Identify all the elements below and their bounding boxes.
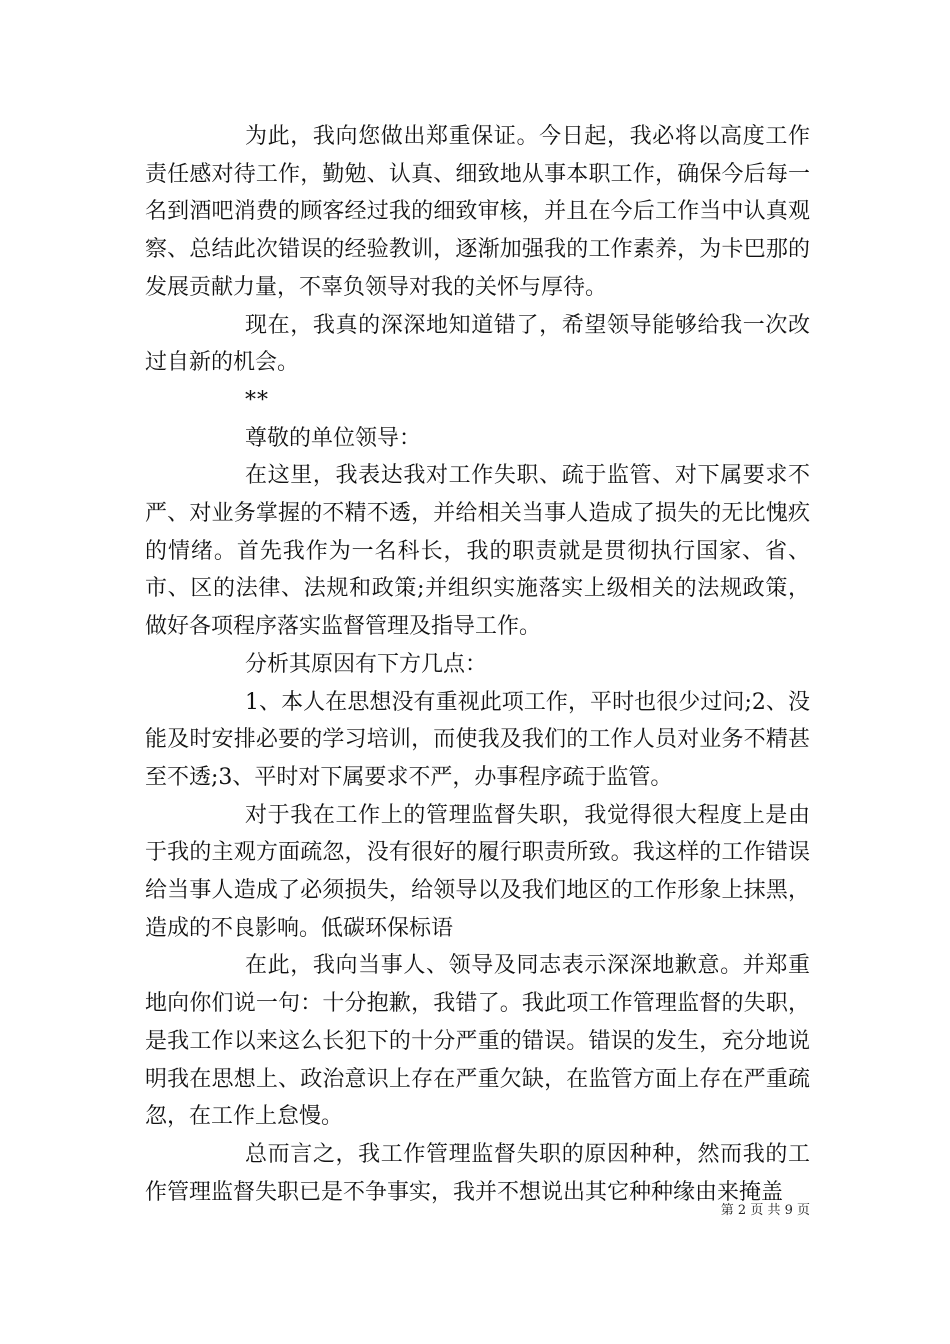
paragraph-responsibility: 对于我在工作上的管理监督失职，我觉得很大程度上是由于我的主观方面疏忽，没有很好的履行职责所致。我这样的工作错误给当事人造成了必须损失，给领导以及我们地区的工作形象上抹黑，造成的不良影响。低碳环保标语 [145,802,810,941]
page-number: 第 2 页 共 9 页 [720,1203,810,1218]
page-footer [0,1201,950,1221]
paragraph-reasons-list: 1、本人在思想没有重视此项工作，平时也很少过问;2、没能及时安排必要的学习培训，而使我及我们的工作人员对业务不精甚至不透;3、平时对下属要求不严，办事程序疏于监管。 [145,689,810,790]
section-separator: ** [245,387,269,413]
paragraph-apology: 在这里，我表达我对工作失职、疏于监管、对下属要求不严、对业务掌握的不精不透，并给相关当事人造成了损失的无比愧疚的情绪。首先我作为一名科长，我的职责就是贯彻执行国家、省、市、区的法律、法规和政策;并组织实施落实上级相关的法规政策，做好各项程序落实监督管理及指导工作。 [145,463,810,640]
paragraph-reasons-intro: 分析其原因有下方几点： [245,651,488,677]
paragraph-guarantee: 为此，我向您做出郑重保证。今日起，我必将以高度工作责任感对待工作，勤勉、认真、细致地从事本职工作，确保今后每一名到酒吧消费的顾客经过我的细致审核，并且在今后工作当中认真观察、总结此次错误的经验教训，逐渐加强我的工作素养，为卡巴那的发展贡献力量，不辜负领导对我的关怀与厚待。 [145,124,810,300]
document-body [145,118,810,1211]
paragraph-sorry: 在此，我向当事人、领导及同志表示深深地歉意。并郑重地向你们说一句：十分抱歉，我错了。我此项工作管理监督的失职，是我工作以来这么长犯下的十分严重的错误。错误的发生，充分地说明我在思想上、政治意识上存在严重欠缺，在监管方面上存在严重疏忽，在工作上怠慢。 [145,953,810,1130]
paragraph-conclusion: 总而言之，我工作管理监督失职的原因种种，然而我的工作管理监督失职已是不争事实，我并不想说出其它种种缘由来掩盖 [145,1141,810,1205]
paragraph-chance: 现在，我真的深深地知道错了，希望领导能够给我一次改过自新的机会。 [145,312,810,376]
salutation: 尊敬的单位领导： [245,425,422,451]
